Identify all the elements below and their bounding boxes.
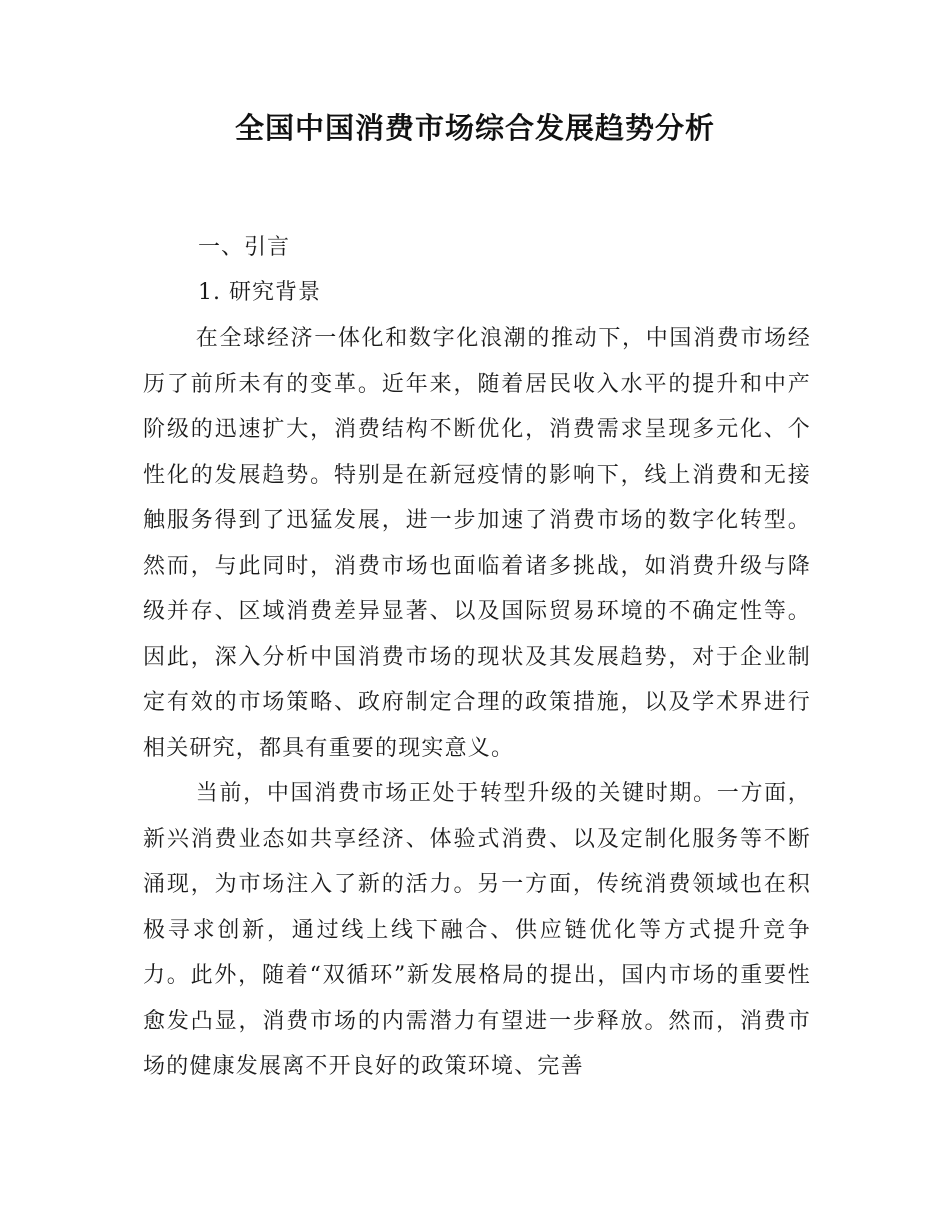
section-heading: 一、引言 bbox=[198, 235, 291, 260]
sub-heading: 1. 研究背景 bbox=[198, 280, 321, 305]
body-paragraph: 在全球经济一体化和数字化浪潮的推动下，中国消费市场经历了前所未有的变革。近年来，随着居民收入水平的提升和中产阶级的迅速扩大，消费结构不断优化，消费需求呈现多元化、个性化的发展趋势。特别是在新冠疫情的影响下，线上消费和无接触服务得到了迅猛发展，进一步加速了消费市场的数字化转型。然而，与此同时，消费市场也面临着诸多挑战，如消费升级与降级并存、区域消费差异显著、以及国际贸易环境的不确定性等。因此，深入分析中国消费市场的现状及其发展趋势，对于企业制定有效的市场策略、政府制定合理的政策措施，以及学术界进行相关研究，都具有重要的现实意义。 bbox=[143, 326, 811, 761]
body-paragraph: 当前，中国消费市场正处于转型升级的关键时期。一方面，新兴消费业态如共享经济、体验式消费、以及定制化服务等不断涌现，为市场注入了新的活力。另一方面，传统消费领域也在积极寻求创新，通过线上线下融合、供应链优化等方式提升竞争力。此外，随着“双循环”新发展格局的提出，国内市场的重要性愈发凸显，消费市场的内需潜力有望进一步释放。然而，消费市场的健康发展离不开良好的政策环境、完善 bbox=[143, 781, 811, 1079]
document-title: 全国中国消费市场综合发展趋势分析 bbox=[234, 111, 715, 145]
